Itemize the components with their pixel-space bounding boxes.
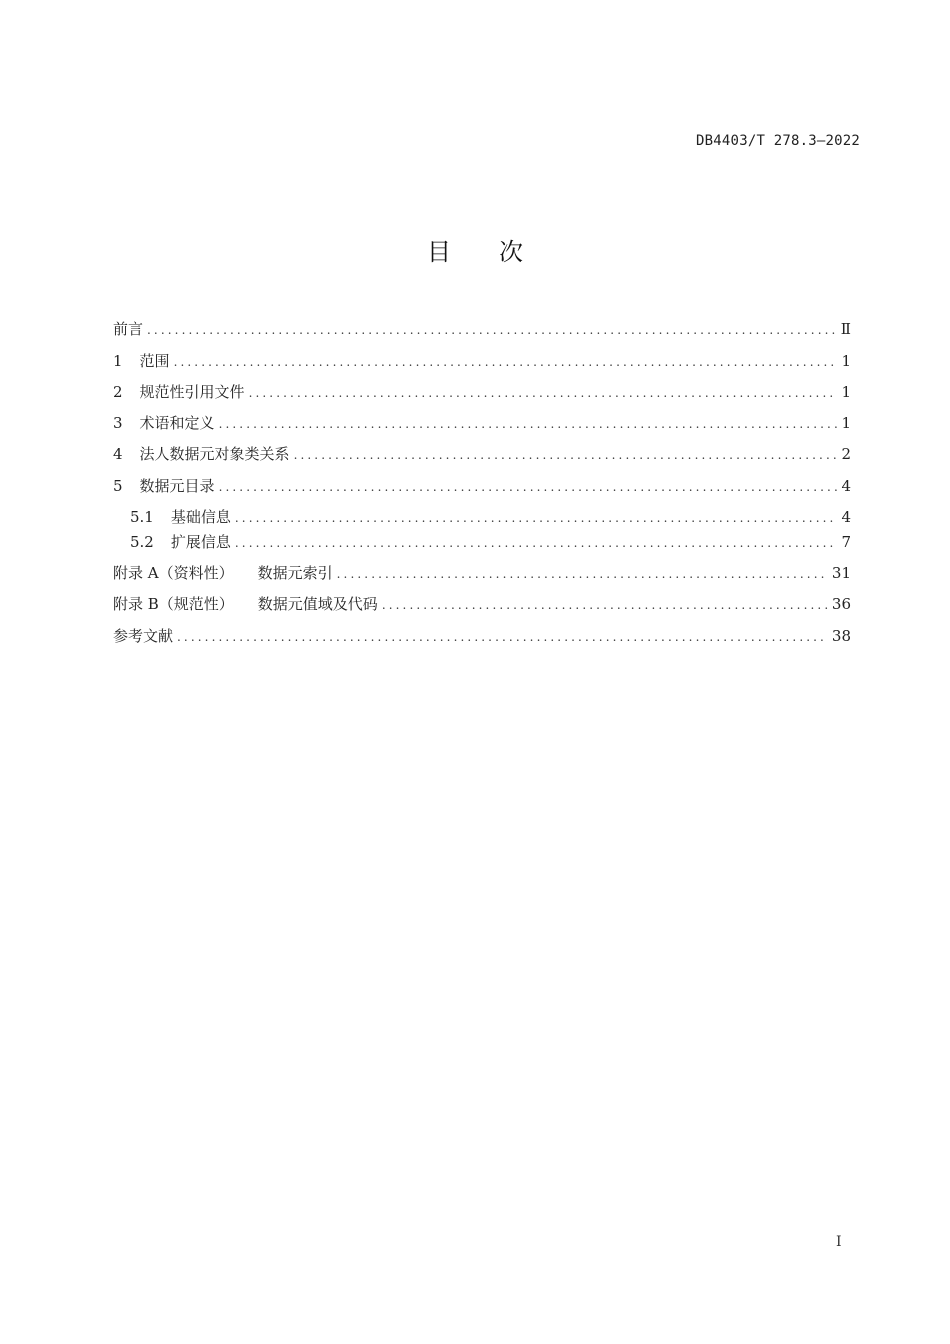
toc-entry-number: 2 xyxy=(113,383,123,401)
toc-entry-appendix-a[interactable] xyxy=(113,562,851,584)
dot-leader xyxy=(337,563,828,585)
dot-leader xyxy=(174,351,837,373)
toc-entry-basic-info[interactable] xyxy=(130,506,851,528)
dot-leader xyxy=(382,594,828,616)
toc-entry-label: 前言 xyxy=(113,320,144,338)
toc-entry-number: 4 xyxy=(113,445,123,463)
toc-entry-foreword[interactable] xyxy=(113,318,851,340)
dot-leader xyxy=(235,532,837,554)
dot-leader xyxy=(177,626,828,648)
toc-entry-page: 1 xyxy=(841,352,851,370)
toc-entry-normative-references[interactable] xyxy=(113,381,851,403)
toc-entry-page: Ⅱ xyxy=(840,320,851,338)
dot-leader xyxy=(235,507,837,529)
toc-entry-page: 1 xyxy=(841,383,851,401)
toc-entry-label: 基础信息 xyxy=(170,508,231,526)
dot-leader xyxy=(249,382,837,404)
toc-entry-page: 31 xyxy=(831,564,851,582)
toc-entry-label: 法人数据元对象类关系 xyxy=(139,445,290,463)
toc-entry-label: 数据元目录 xyxy=(139,477,215,495)
toc-entry-page: 7 xyxy=(841,533,851,551)
document-code: DB4403/T 278.3—2022 xyxy=(696,133,860,149)
toc-entry-number: 附录 B（规范性） xyxy=(113,595,234,613)
dot-leader xyxy=(219,413,837,435)
toc-entry-page: 38 xyxy=(831,627,851,645)
toc-entry-number: 5 xyxy=(113,477,123,495)
dot-leader xyxy=(294,444,837,466)
toc-entry-appendix-b[interactable] xyxy=(113,593,851,615)
toc-entry-page: 1 xyxy=(841,414,851,432)
dot-leader xyxy=(219,476,837,498)
page-title: 目次 xyxy=(427,238,571,266)
toc-entry-page: 4 xyxy=(841,477,851,495)
toc-entry-number: 5.1 xyxy=(130,508,154,526)
toc-entry-data-element-catalog[interactable] xyxy=(113,475,851,497)
toc-entry-number: 3 xyxy=(113,414,123,432)
toc-entry-extended-info[interactable] xyxy=(130,531,851,553)
toc-entry-label: 数据元索引 xyxy=(257,564,333,582)
toc-entry-page: 4 xyxy=(841,508,851,526)
toc-entry-terms-definitions[interactable] xyxy=(113,412,851,434)
toc-entry-scope[interactable] xyxy=(113,350,851,372)
toc-entry-page: 2 xyxy=(841,445,851,463)
toc-entry-bibliography[interactable] xyxy=(113,625,851,647)
toc-entry-number: 附录 A（资料性） xyxy=(113,564,234,582)
dot-leader xyxy=(147,319,837,341)
toc-entry-label: 扩展信息 xyxy=(170,533,231,551)
toc-entry-label: 规范性引用文件 xyxy=(139,383,245,401)
toc-entry-number: 5.2 xyxy=(130,533,154,551)
toc-entry-label: 数据元值域及代码 xyxy=(257,595,378,613)
toc-entry-label: 范围 xyxy=(139,352,170,370)
toc-entry-number: 1 xyxy=(113,352,123,370)
toc-entry-page: 36 xyxy=(831,595,851,613)
toc-entry-object-class-relations[interactable] xyxy=(113,443,851,465)
page-number: I xyxy=(836,1234,842,1250)
toc-entry-label: 术语和定义 xyxy=(139,414,215,432)
toc-entry-label: 参考文献 xyxy=(113,627,174,645)
